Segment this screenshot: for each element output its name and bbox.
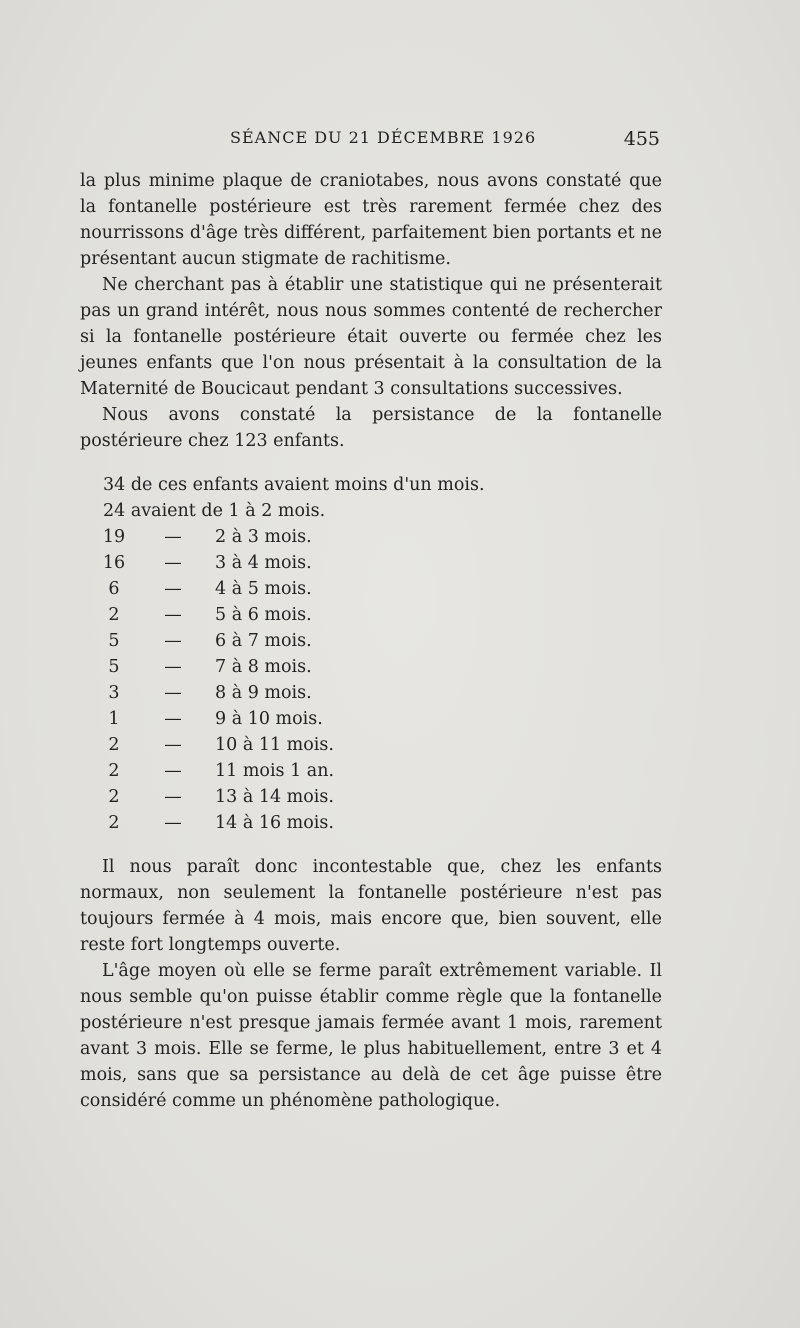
- row-count: 6: [108, 579, 120, 599]
- table-row: [100, 784, 360, 810]
- paragraph-text: Il nous paraît donc incontestable que, chez les enfants normaux, non seulement la fontanelle postérieure n'est pas toujours fermée à 4 mois, mais encore que, bien souvent, elle reste fort longtemps ouverte.: [80, 857, 662, 955]
- table-intro: [103, 472, 485, 524]
- row-range: 7 à 8 mois.: [215, 657, 312, 677]
- table-row: [100, 732, 360, 758]
- paragraph-1: [80, 168, 662, 272]
- paragraph-text: la plus minime plaque de craniotabes, nous avons constaté que la fontanelle postérieure est très rarement fermée chez des nourrissons d'âge très différent, parfaitement bien portants et ne présentant aucun stigmate de rachitisme.: [80, 171, 662, 269]
- row-count: 2: [108, 761, 120, 781]
- row-dash: —: [164, 657, 182, 677]
- row-range: 13 à 14 mois.: [215, 787, 334, 807]
- table-row: [100, 810, 360, 836]
- row-dash: —: [164, 709, 182, 729]
- paragraph-text: Ne cherchant pas à établir une statistique qui ne présenterait pas un grand intérêt, nous nous sommes contenté de rechercher si la fontanelle postérieure était ouverte ou fermée chez les jeunes enfants que l'on nous présentait à la consultation de la Maternité de Boucicaut pendant 3 consultations successives.: [80, 275, 662, 399]
- row-range: 10 à 11 mois.: [215, 735, 334, 755]
- table-row: [100, 758, 360, 784]
- row-dash: —: [164, 787, 182, 807]
- table-row: [100, 654, 360, 680]
- age-table: [100, 524, 360, 836]
- row-count: 5: [108, 631, 120, 651]
- row-count: 5: [108, 657, 120, 677]
- row-dash: —: [164, 527, 182, 547]
- table-row: [100, 628, 360, 654]
- row-range: 14 à 16 mois.: [215, 813, 334, 833]
- row-count: 2: [108, 813, 120, 833]
- running-header: [80, 128, 660, 156]
- row-range: 4 à 5 mois.: [215, 579, 312, 599]
- paragraph-text: L'âge moyen où elle se ferme paraît extrêmement variable. Il nous semble qu'on puisse établir comme règle que la fontanelle postérieure n'est presque jamais fermée avant 1 mois, rarement avant 3 mois. Elle se ferme, le plus habituellement, entre 3 et 4 mois, sans que sa persistance au delà de cet âge puisse être considéré comme un phénomène pathologique.: [80, 961, 662, 1111]
- table-row: [100, 576, 360, 602]
- row-dash: —: [164, 605, 182, 625]
- row-count: 2: [108, 735, 120, 755]
- row-range: 9 à 10 mois.: [215, 709, 323, 729]
- paragraph-4: [80, 958, 662, 1114]
- row-dash: —: [164, 735, 182, 755]
- table-intro-line-2: 24 avaient de 1 à 2 mois.: [103, 501, 326, 521]
- row-count: 3: [108, 683, 120, 703]
- row-count: 19: [102, 527, 126, 547]
- row-dash: —: [164, 579, 182, 599]
- row-dash: —: [164, 813, 182, 833]
- row-count: 2: [108, 787, 120, 807]
- row-range: 8 à 9 mois.: [215, 683, 312, 703]
- paragraph-text: Nous avons constaté la persistance de la fontanelle postérieure chez 123 enfants.: [80, 405, 662, 451]
- row-count: 1: [108, 709, 120, 729]
- paragraph-2: [80, 272, 662, 454]
- paragraph-3: [80, 854, 662, 958]
- row-count: 2: [108, 605, 120, 625]
- table-row: [100, 706, 360, 732]
- table-row: [100, 524, 360, 550]
- row-count: 16: [102, 553, 126, 573]
- row-range: 11 mois 1 an.: [215, 761, 335, 781]
- table-row: [100, 680, 360, 706]
- page-number: 455: [623, 128, 660, 150]
- row-dash: —: [164, 553, 182, 573]
- row-dash: —: [164, 683, 182, 703]
- row-dash: —: [164, 631, 182, 651]
- row-range: 2 à 3 mois.: [215, 527, 312, 547]
- row-range: 3 à 4 mois.: [215, 553, 312, 573]
- row-range: 5 à 6 mois.: [215, 605, 312, 625]
- table-row: [100, 602, 360, 628]
- header-title: SÉANCE DU 21 DÉCEMBRE 1926: [230, 128, 537, 147]
- table-row: [100, 550, 360, 576]
- row-dash: —: [164, 761, 182, 781]
- row-range: 6 à 7 mois.: [215, 631, 312, 651]
- table-intro-line-1: 34 de ces enfants avaient moins d'un mois.: [103, 475, 485, 495]
